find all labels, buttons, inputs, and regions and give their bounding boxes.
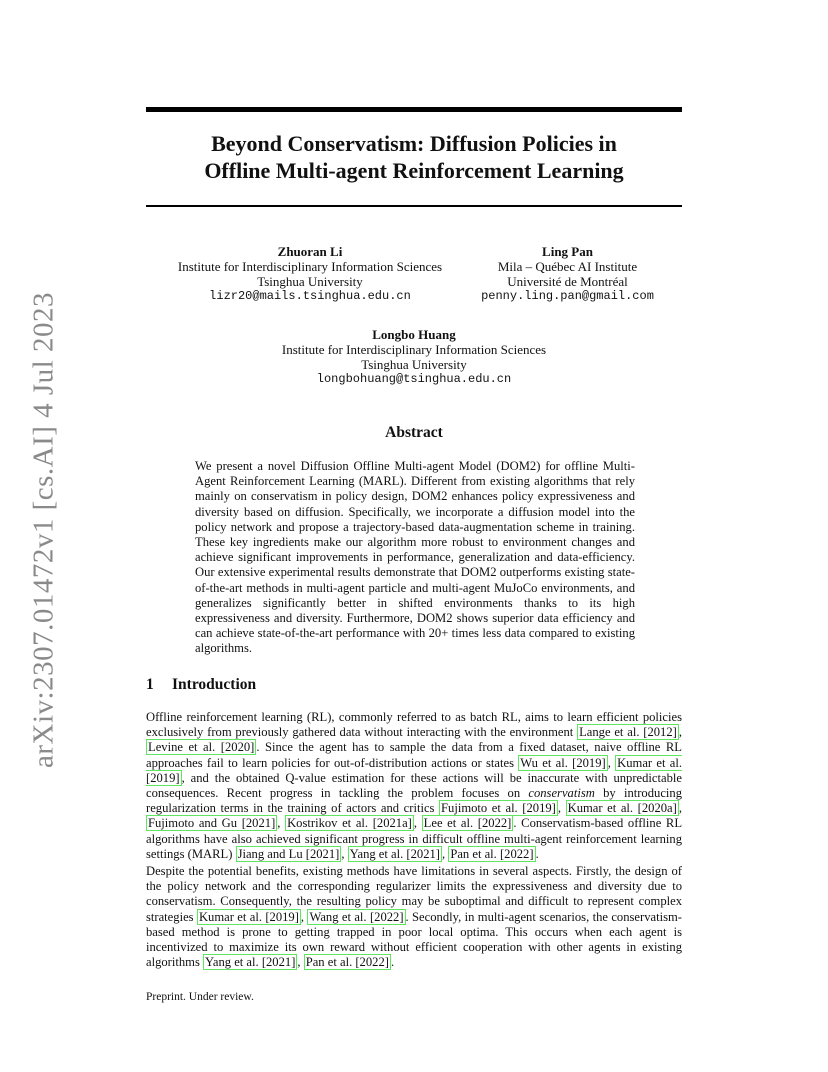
citation-link[interactable]: Pan et al. [2022] (450, 846, 534, 861)
arxiv-sidebar-stamp: arXiv:2307.01472v1 [cs.AI] 4 Jul 2023 (27, 291, 60, 769)
section-number: 1 (146, 676, 154, 693)
author-affiliation: Mila – Québec AI Institute (497, 259, 638, 274)
author-email: lizr20@mails.tsinghua.edu.cn (209, 289, 411, 303)
body-text: Offline reinforcement learning (RL), commonly referred to as batch RL, aims to learn efficient policies exclusively from previously gathered data without interacting with the environment (146, 710, 682, 740)
intro-paragraph-2 (146, 864, 682, 970)
citation-link[interactable]: Lange et al. [2012] (579, 725, 677, 740)
title-rule-bottom (146, 205, 682, 207)
author-affiliation: Tsinghua University (361, 357, 467, 372)
citation-link[interactable]: Lee et al. [2022] (423, 816, 512, 831)
body-text: , (300, 909, 308, 924)
author-block (250, 327, 578, 387)
author-name: Longbo Huang (372, 327, 456, 342)
citation-link[interactable]: Fujimoto and Gu [2021] (148, 816, 276, 831)
body-text: , (341, 846, 348, 861)
citation-link[interactable]: Fujimoto et al. [2019] (441, 801, 556, 816)
intro-paragraph-1 (146, 710, 682, 862)
body-text: . Secondly, in multi-agent scenarios, the conservatism-based method is prone to getting trapped in poor local optima. This occurs when each agent is incentivized to maximize its own reward without efficient cooperation with other agents in existing algorithms (146, 909, 682, 970)
citation-link[interactable]: Yang et al. [2021] (349, 846, 441, 861)
section-title: Introduction (172, 676, 257, 693)
paper-title (146, 130, 682, 184)
citation-link[interactable]: Kostrikov et al. [2021a] (287, 816, 412, 831)
citation-link[interactable]: Jiang and Lu [2021] (237, 846, 340, 861)
title-line-1: Beyond Conservatism: Diffusion Policies in (211, 131, 617, 156)
body-text: , (678, 801, 682, 816)
body-text: , and the obtained Q-value estimation for these actions will be inaccurate with unpredictable consequences. Recent progress in tackling the problem focuses on (146, 770, 682, 801)
section-heading-introduction (146, 676, 256, 694)
body-text: , (557, 801, 566, 816)
body-text: , (678, 725, 682, 740)
abstract-body: We present a novel Diffusion Offline Multi-agent Model (DOM2) for offline Multi-Agent Reinforcement Learning (MARL). Different from existing algorithms that rely mainly on conservatism in policy design, DOM2 enhances policy expressiveness and diversity based on diffusion. Specifically, we incorporate a diffusion model into the policy network and propose a trajectory-based data-augmentation scheme in training. These key ingredients make our algorithm more robust to environment changes and achieve significant improvements in performance, generalization and data-efficiency. Our extensive experimental results demonstrate that DOM2 outperforms existing state-of-the-art methods in multi-agent particle and multi-agent MuJoCo environments, and generalizes significantly better in shifted environments thanks to its high expressiveness and diversity. Furthermore, DOM2 shows superior data efficiency and can achieve state-of-the-art performance with 20+ times less data compared to existing algorithms. (195, 459, 635, 656)
citation-link[interactable]: Wang et al. [2022] (309, 909, 404, 924)
body-text: , (413, 816, 422, 831)
author-name: Ling Pan (542, 244, 593, 259)
body-text: . (390, 955, 395, 970)
author-email: longbohuang@tsinghua.edu.cn (316, 372, 512, 386)
body-text: , (442, 846, 449, 861)
author-affiliation: Tsinghua University (257, 274, 363, 289)
abstract-heading: Abstract (385, 424, 443, 441)
body-text: . Since the agent has to sample the data from a fixed dataset, naive offline RL approaches fail to learn policies for out-of-distribution actions or states (146, 740, 682, 770)
author-affiliation: Université de Montréal (507, 274, 628, 289)
body-text: by introducing regularization terms in the training of actors and critics (146, 786, 683, 816)
emphasis-text: conservatism (528, 786, 595, 801)
body-text: , (607, 755, 616, 770)
title-line-2: Offline Multi-agent Reinforcement Learning (204, 158, 624, 183)
author-email: penny.ling.pan@gmail.com (481, 289, 654, 303)
preprint-footer: Preprint. Under review. (146, 991, 254, 1003)
citation-link[interactable]: Pan et al. [2022] (305, 955, 389, 970)
author-affiliation: Institute for Interdisciplinary Information Sciences (281, 342, 547, 357)
author-block (160, 244, 460, 304)
author-name: Zhuoran Li (277, 244, 343, 259)
body-text: . Conservatism-based offline RL algorithms have also achieved significant progress in difficult offline multi-agent reinforcement learning settings (MARL) (146, 816, 683, 861)
title-rule-top (146, 107, 682, 112)
author-block (470, 244, 665, 304)
body-text: Despite the potential benefits, existing methods have limitations in several aspects. Firstly, the design of the policy network and the corresponding regularizer limits the expressiveness and diversity due to conservatism. Consequently, the resulting policy may be suboptimal and difficult to represent complex strategies (146, 864, 682, 924)
citation-link[interactable]: Kumar et al. [2020a] (567, 801, 677, 816)
citation-link[interactable]: Kumar et al. [2019] (198, 909, 299, 924)
citation-link[interactable]: Levine et al. [2020] (148, 740, 255, 755)
citation-link[interactable]: Kumar et al. [2019] (146, 755, 683, 785)
body-text: , (277, 816, 286, 831)
body-text: , (297, 955, 304, 970)
citation-link[interactable]: Wu et al. [2019] (520, 755, 606, 770)
author-affiliation: Institute for Interdisciplinary Information Sciences (177, 259, 443, 274)
body-text: . (535, 846, 539, 861)
citation-link[interactable]: Yang et al. [2021] (205, 955, 296, 970)
